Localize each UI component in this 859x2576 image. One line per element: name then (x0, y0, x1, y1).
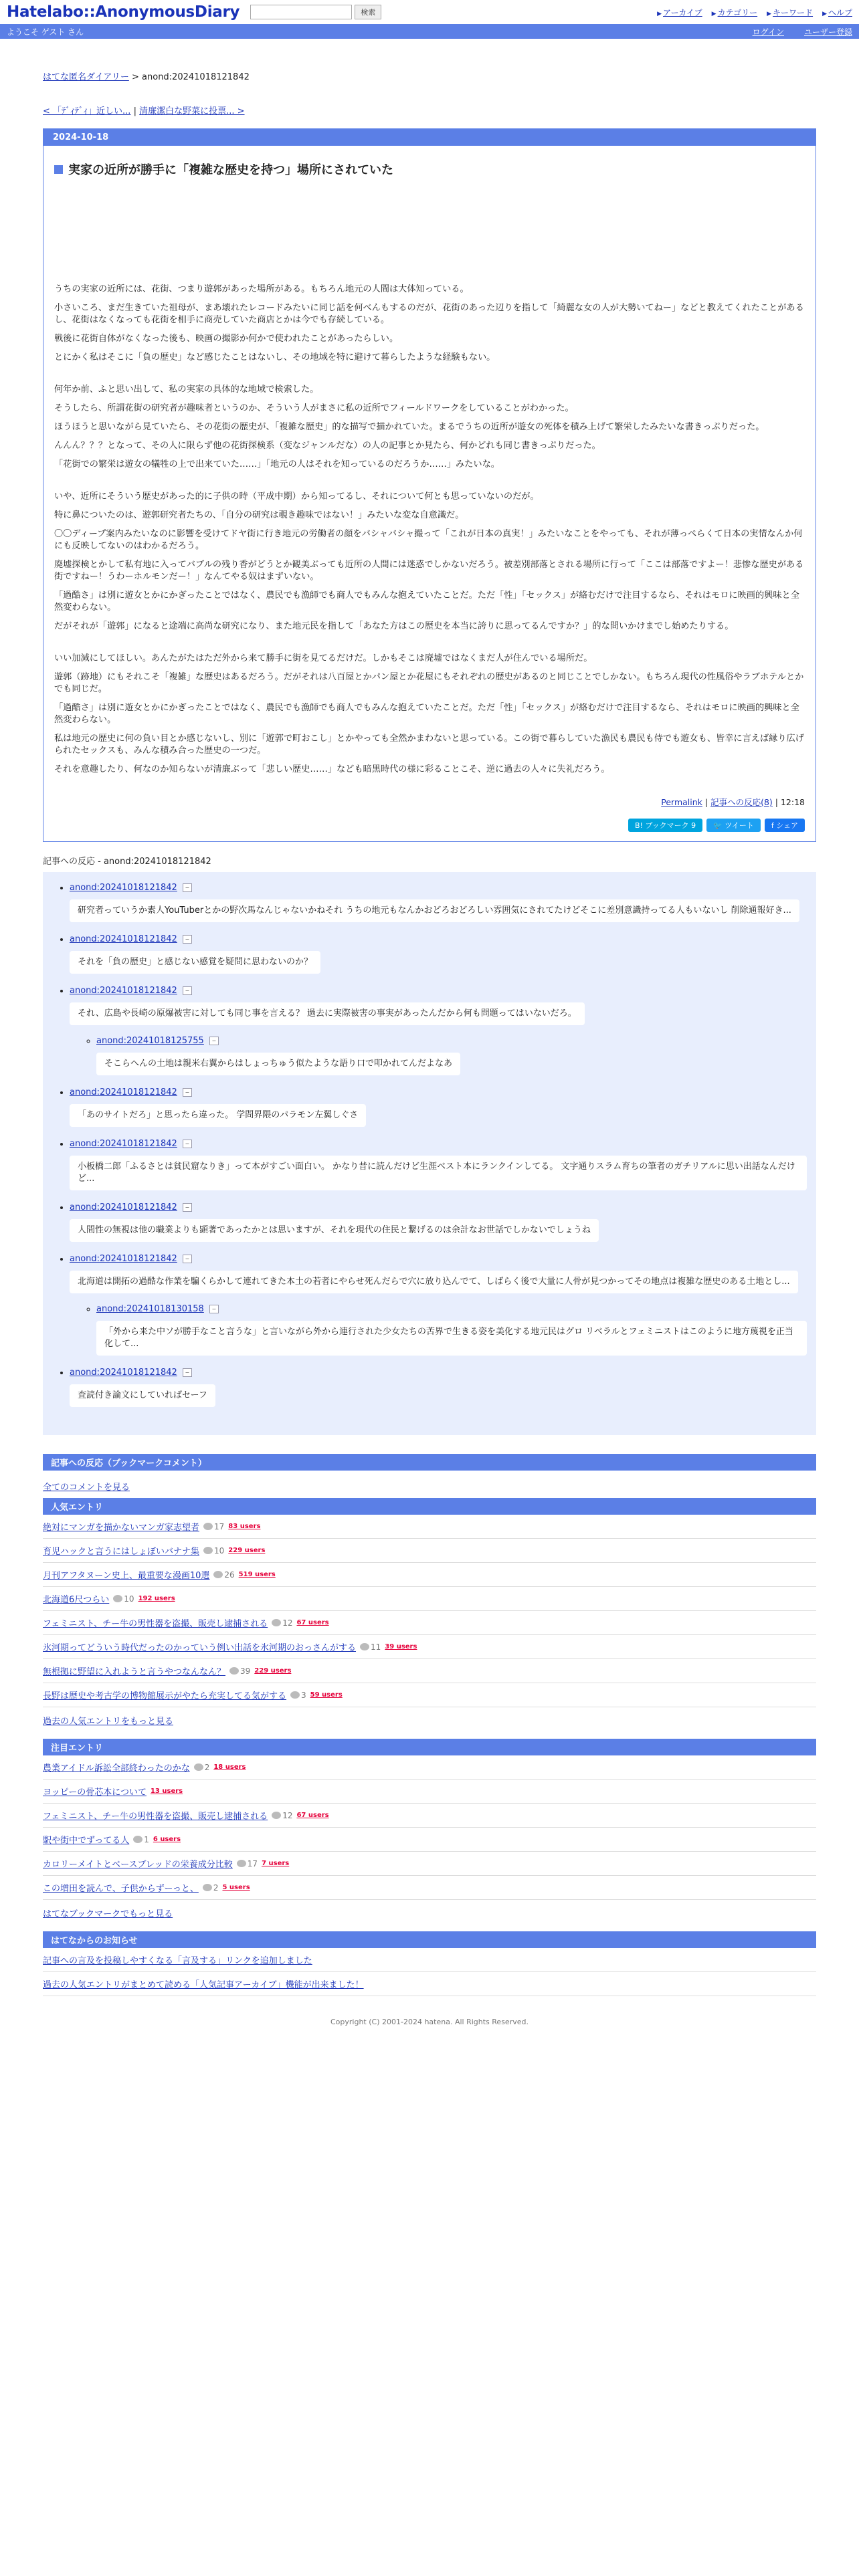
bookmark-users-badge[interactable]: 229 users (228, 1547, 266, 1554)
entry-row (43, 1683, 816, 1707)
register-link[interactable]: ユーザー登録 (803, 27, 852, 37)
reaction-link[interactable]: ◦ anond:20241018125755 (96, 1036, 204, 1046)
entry-row (43, 1828, 816, 1852)
article-paragraph: とにかく私はそこに「負の歴史」など感じたことはないし、その地域を特に避けて暮らしたような経験もない。 (54, 352, 496, 362)
speech-bubble-icon (203, 1547, 213, 1554)
reaction-excerpt: 人間性の無視は他の職業よりも顕著であったかとは思いますが、それを現代の住民と繋げるのは余計なお世話でしかないでしょうね (70, 1219, 599, 1242)
article-body (54, 284, 805, 776)
comment-count[interactable] (213, 1570, 234, 1580)
reaction-children (70, 1036, 807, 1075)
speech-bubble-icon (290, 1691, 300, 1699)
paragraph-spacer (54, 639, 805, 653)
bookmark-users-badge[interactable]: 7 users (262, 1860, 290, 1867)
entry-link[interactable]: この増田を読んで、子供からずーっと、 (43, 1884, 199, 1894)
entry-row (43, 1563, 816, 1587)
bookmark-users-badge[interactable]: 83 users (228, 1523, 261, 1530)
reaction-link[interactable]: • anond:20241018121842 (70, 934, 177, 944)
bookmark-users-badge[interactable]: 519 users (238, 1571, 276, 1578)
bookmark-users-badge[interactable]: 67 users (296, 1812, 329, 1819)
welcome-text: ようこそ ゲスト さん (7, 27, 84, 37)
article-paragraph: 「過酷さ」は別に遊女とかにかぎったことではなく、農民でも漁師でも商人でもみんな抱えていたことだ。ただ「性」「セックス」が絡むだけで注目するなら、それはモロに映画的興味と全然変わらない。 (54, 591, 799, 613)
reaction-item (70, 883, 807, 922)
entry-row (43, 1755, 816, 1780)
collapse-toggle-icon[interactable]: − (183, 1140, 192, 1148)
comment-count[interactable] (203, 1522, 224, 1531)
comment-count[interactable] (272, 1618, 292, 1628)
reaction-header (70, 1202, 807, 1212)
entry-link[interactable]: 育児ハックと言うにはしょぼいバナナ集 (43, 1547, 200, 1557)
entry-row (43, 1587, 816, 1611)
entry-link[interactable]: 月刊アフタヌーン史上、最重要な漫画10選 (43, 1571, 210, 1581)
top-links (657, 7, 852, 18)
reaction-link[interactable]: ◦ anond:20241018130158 (96, 1304, 204, 1314)
collapse-toggle-icon[interactable]: − (183, 1255, 192, 1263)
entry-row (43, 1659, 816, 1683)
entry-link[interactable]: 北海道6尺つらい (43, 1595, 110, 1605)
notice-link[interactable]: 過去の人気エントリがまとめて読める「人気記事アーカイブ」機能が出来ました！ (43, 1980, 364, 1990)
entry-link[interactable]: フェミニスト、チー牛の男性器を盗撮、販売し逮捕される (43, 1812, 268, 1822)
comment-count-value: 3 (301, 1690, 306, 1700)
site-logo[interactable]: Hatelabo::AnonymousDiary (7, 3, 240, 21)
comment-count-value: 11 (371, 1642, 381, 1652)
entry-row (43, 1539, 816, 1563)
notice-row (43, 1948, 816, 1972)
paragraph-spacer (54, 477, 805, 491)
reaction-excerpt: 「あのサイトだろ」と思ったら違った。 学問界隈のパラモン左翼しぐさ (70, 1104, 366, 1127)
reaction-children (70, 1304, 807, 1356)
comment-count[interactable] (360, 1642, 381, 1652)
popular-more-link[interactable]: 過去の人気エントリをもっと見る (43, 1717, 174, 1727)
speech-bubble-icon (213, 1571, 223, 1578)
entry-link[interactable]: ヨッピーの骨芯本について (43, 1788, 147, 1798)
bookmark-users-badge[interactable]: 59 users (310, 1691, 343, 1699)
speech-bubble-icon (194, 1763, 203, 1771)
collapse-toggle-icon[interactable]: − (183, 986, 192, 995)
reaction-item (70, 1202, 807, 1242)
speech-bubble-icon (133, 1836, 142, 1843)
notable-section-title: 注目エントリ (43, 1739, 816, 1755)
popular-more-row (43, 1707, 816, 1733)
reaction-header (96, 1036, 807, 1046)
collapse-toggle-icon[interactable]: − (183, 1088, 192, 1097)
reaction-header (70, 986, 807, 996)
triangle-right-icon: ▶ (822, 10, 827, 17)
entry-row (43, 1876, 816, 1900)
comment-count[interactable] (237, 1859, 258, 1868)
reaction-link[interactable]: • anond:20241018121842 (70, 883, 177, 893)
facebook-share-button[interactable] (765, 819, 805, 832)
reaction-excerpt: 小板橋二郎「ふるさとは貧民窟なりき」って本がすごい面白い。 かなり昔に読んだけど生涯ベスト本にランクインしてる。 文字通りスラム育ちの筆者のガチリアルに思い出話なんだけど... (70, 1156, 807, 1190)
entry-link[interactable]: 長野は歴史や考古学の博物館展示がやたら充実してる気がする (43, 1691, 287, 1701)
article-paragraph: 遊郭（跡地）にもそれこそ「複雑」な歴史はあるだろう。だがそれは八百屋とかパン屋とか花屋にもそれぞれの歴史があるのと同じことでしかない。もちろん現代の性風俗やラブホテルとかでも同じだ。 (54, 672, 804, 694)
article-paragraph: ほうほうと思いながら見ていたら、その花街の歴史が、「複雑な歴史」的な描写で描かれていた。まるでうちの近所が遊女の死体を積み上げて繁栄したみたいな書きっぷりだった。 (54, 422, 765, 432)
hatena-bookmark-button[interactable]: B! ブックマーク 9 (628, 819, 702, 832)
article-paragraph: 特に鼻についたのは、遊郭研究者たちの、「自分の研究は覗き趣味ではない！」みたいな変な自意識だ。 (54, 510, 464, 520)
speech-bubble-icon (360, 1643, 369, 1650)
entry-link[interactable]: 絶対にマンガを描かないマンガ家志望者 (43, 1523, 200, 1533)
triangle-right-icon: ▶ (767, 10, 772, 17)
speech-bubble-icon (272, 1619, 281, 1626)
reaction-excerpt: 北海道は開拓の過酷な作業を騙くらかして連れてきた本土の若者にやらせ死んだらで穴に放り込んでて、しばらく後で大量に人骨が見つかってその地点は複雑な歴史のある土地とし... (70, 1271, 798, 1293)
share-label: シェア (776, 821, 798, 830)
reactions-title: 記事への反応 - anond:20241018121842 (43, 857, 211, 867)
entry-row (43, 1780, 816, 1804)
notice-section-title: はてなからのお知らせ (43, 1931, 816, 1948)
reaction-link[interactable]: • anond:20241018121842 (70, 1202, 177, 1212)
prev-next-nav (43, 104, 816, 116)
article-paragraph: 〇〇ディープ案内みたいなのに影響を受けてドヤ街に行き地元の労働者の顔をバシャバシャ撮って「これが日本の真実！」みたいなことをやっても、それが薄っぺらくて日本の実情なんか何にも反映してないのはわかるだろう。 (54, 529, 803, 551)
triangle-right-icon: ▶ (711, 10, 717, 17)
prev-next-separator: | (133, 106, 136, 116)
comment-count-value: 39 (240, 1666, 251, 1676)
permalink-link[interactable]: Permalink (661, 797, 702, 807)
comment-count[interactable] (272, 1811, 292, 1820)
reaction-item (70, 934, 807, 974)
comment-count-value: 10 (214, 1545, 225, 1555)
article-paragraph: いや、近所にそういう歴史があった的に子供の時（平成中期）から知ってるし、それについて何とも思っていないのだが。 (54, 492, 539, 502)
reaction-item (70, 1087, 807, 1127)
breadcrumb-home[interactable]: はてな匿名ダイアリー (43, 72, 129, 82)
facebook-icon: f (771, 821, 777, 830)
category-link[interactable]: カテゴリー (717, 7, 758, 17)
bookmark-users-badge[interactable]: 13 users (150, 1788, 183, 1795)
login-link[interactable]: ログイン (752, 27, 784, 37)
comment-count-value: 26 (224, 1570, 235, 1580)
bookmark-users-badge[interactable]: 18 users (213, 1763, 246, 1771)
share-buttons (43, 819, 805, 832)
comment-count[interactable] (203, 1546, 224, 1555)
reaction-item (96, 1036, 807, 1075)
main-content (43, 70, 816, 2026)
collapse-toggle-icon[interactable]: − (183, 1203, 192, 1212)
entry-link[interactable]: フェミニスト、チー牛の男性器を盗撮、販売し逮捕される (43, 1619, 268, 1629)
tweet-label: ツイート (725, 821, 754, 830)
bookmark-section-title: 記事への反応（ブックマークコメント） (43, 1454, 816, 1471)
user-bar (0, 24, 859, 39)
notice-link[interactable]: 記事への言及を投稿しやすくなる「言及する」リンクを追加しました (43, 1956, 312, 1966)
search-input[interactable] (250, 5, 352, 19)
article-paragraph: うちの実家の近所には、花街、つまり遊郭があった場所がある。もちろん地元の人間は大体知っている。 (54, 284, 469, 294)
triangle-right-icon: ▶ (657, 10, 662, 17)
entry-link[interactable]: カロリーメイトとベースブレッドの栄養成分比較 (43, 1860, 233, 1870)
bookmark-users-badge[interactable]: 39 users (385, 1643, 417, 1650)
reaction-header (70, 934, 807, 944)
entry-row (43, 1611, 816, 1635)
entry-link[interactable]: 氷河期ってどういう時代だったのかっていう例い出話を氷河期のおっさんがする (43, 1643, 357, 1653)
breadcrumb-current: anond:20241018121842 (142, 72, 250, 82)
comment-count-value: 2 (213, 1883, 219, 1893)
post-time: 12:18 (780, 797, 805, 807)
speech-bubble-icon (229, 1667, 239, 1675)
paragraph-spacer (54, 370, 805, 384)
reaction-item (70, 1254, 807, 1356)
article-paragraph: そうしたら、所謂花街の研究者が趣味者というのか、そういう人がまさに私の近所でフィールドワークをしていることがわかった。 (54, 403, 574, 413)
reaction-excerpt: それ、広島や長崎の原爆被害に対しても同じ事を言える？ 過去に実際被害の事実があったんだから何も問題ってはいないだろ。 (70, 1002, 585, 1025)
bookmark-users-badge[interactable]: 192 users (138, 1595, 175, 1602)
speech-bubble-icon (237, 1860, 246, 1867)
top-bar (0, 0, 859, 24)
entry-row (43, 1852, 816, 1876)
reaction-excerpt: 「外から来た中ソが勝手なこと言うな」と言いながら外から連行された少女たちの苦界で生きる姿を美化する地元民はグロ リベラルとフェミニストはこのように地方蔑視を正当化して... (96, 1321, 807, 1356)
article-paragraph: 私は地元の歴史に何の負い目とか感じないし、別に「遊郭で町おこし」とかやっても全然かまわないと思っている。この街で暮らしていた漁民も農民も侍でも遊女も、皆幸に言えば縁り広げられたセックスも、みんな積み合った歴史の一つだ。 (54, 734, 804, 756)
comment-count-value: 2 (204, 1762, 210, 1772)
breadcrumb-separator: > (131, 72, 139, 82)
popular-section-title: 人気エントリ (43, 1498, 816, 1515)
article-footer: Permalink | 記事への反応(8) | 12:18 (661, 797, 805, 807)
speech-bubble-icon (203, 1523, 213, 1530)
comment-count-value: 17 (214, 1521, 225, 1531)
reaction-header (96, 1304, 807, 1314)
entry-row (43, 1804, 816, 1828)
reaction-link[interactable]: • anond:20241018121842 (70, 986, 177, 996)
reaction-link[interactable]: • anond:20241018121842 (70, 1254, 177, 1264)
notice-list (43, 1948, 816, 1996)
tweet-button[interactable] (706, 819, 761, 832)
comment-count[interactable] (133, 1835, 149, 1844)
article-paragraph: だがそれが「遊郭」になると途端に高尚な研究になり、また地元民を指して「あなた方はこの歴史を本当に誇りに思ってるんですか？」的な問いかけまでし始めたりする。 (54, 621, 734, 631)
article-paragraph: 「過酷さ」は別に遊女とかにかぎったことではなく、農民でも漁師でも商人でもみんな抱えていたことだ。ただ「性」「セックス」が絡むだけで注目するなら、それはモロに映画的興味と全然変わらない。 (54, 703, 799, 725)
bookmark-users-badge[interactable]: 67 users (296, 1619, 329, 1626)
all-comments-link[interactable]: 全てのコメントを見る (43, 1483, 130, 1493)
reaction-list (43, 883, 807, 1407)
collapse-toggle-icon[interactable]: − (209, 1305, 219, 1313)
comment-count-value: 12 (282, 1618, 293, 1628)
reaction-item (70, 1139, 807, 1190)
search-button[interactable]: 検索 (355, 5, 381, 19)
collapse-toggle-icon[interactable]: − (183, 1368, 192, 1377)
popular-entry-list (43, 1515, 816, 1707)
article-paragraph: それを意趣したり、何なのか知らないが清廉ぶって「悲しい歴史……」なども暗黒時代の様に彩ることこそ、逆に過去の人々に失礼だろう。 (54, 764, 610, 774)
article-paragraph: 廃墟探検とかして私有地に入ってバブルの残り香がどうとか観美ぶっても近所の人間には迷惑でしかないだろう。被差別部落とされる場所に行って「ここは部落ですよー！悲惨な歴史がある街ですねー！うわーホルモンだー！」なんてやる奴はまずいない。 (54, 560, 804, 582)
twitter-bird-icon: 🐦 (713, 821, 725, 830)
notable-more-link[interactable]: はてなブックマークでもっと見る (43, 1909, 173, 1919)
comment-count[interactable] (203, 1883, 219, 1893)
comment-count-value: 1 (144, 1834, 149, 1844)
bookmark-users-badge[interactable]: 229 users (254, 1667, 292, 1675)
article-paragraph: 小さいころ、まだ生きていた祖母が、まあ壊れたレコードみたいに同じ話を何べんもするのだが、花街のあった辺りを指して「綺麗な女の人が大勢いてねー」などと教えてくれたことがあるし、花街はなくなっても花街を相手に商売していた商店とかは今でも存続している。 (54, 303, 804, 325)
comment-count[interactable] (229, 1667, 250, 1676)
entry-row (43, 1635, 816, 1659)
speech-bubble-icon (113, 1595, 122, 1602)
article-paragraph: いい加減にしてほしい。あんたがたはただ外から来て勝手に街を見てるだけだ。しかもそこは廃墟ではなくまだ人が住んでいる場所だ。 (54, 653, 593, 663)
all-comments-row (43, 1480, 816, 1493)
speech-bubble-icon (203, 1884, 212, 1891)
entry-row (43, 1515, 816, 1539)
entry-link[interactable]: 農業アイドル訴訟全部終わったのかな (43, 1763, 190, 1774)
bookmark-users-badge[interactable]: 5 users (222, 1884, 250, 1891)
reaction-header (70, 883, 807, 893)
reaction-header (70, 1087, 807, 1097)
prev-entry-link[interactable]: < 「ﾃﾞｨﾃﾞｨ」近しい... (43, 106, 131, 116)
collapse-toggle-icon[interactable]: − (183, 883, 192, 892)
reaction-link[interactable]: • anond:20241018121842 (70, 1368, 177, 1378)
collapse-toggle-icon[interactable]: − (209, 1037, 219, 1045)
reaction-item (70, 986, 807, 1075)
reaction-link[interactable]: • anond:20241018121842 (70, 1139, 177, 1149)
article (43, 128, 816, 842)
reaction-excerpt: 研究者っていうか素人YouTuberとかの野次馬なんじゃないかねそれ うちの地元もなんかおどろおどろしい雰囲気にされてたけどそこに差別意識持ってる人もいないし 削除通報好き... (70, 899, 799, 922)
reaction-link[interactable]: • anond:20241018121842 (70, 1087, 177, 1097)
reaction-header (70, 1254, 807, 1264)
notable-more-row (43, 1900, 816, 1926)
notable-entry-list (43, 1755, 816, 1900)
article-date: 2024-10-18 (43, 129, 816, 146)
title-square-icon (54, 165, 63, 174)
article-paragraph: んんん？？？となって、その人に限らず他の花街探検系（変なジャンルだな）の人の記事とか見たら、何かどれも同じ書きっぷりだった。 (54, 441, 601, 451)
notice-row (43, 1972, 816, 1996)
speech-bubble-icon (272, 1812, 281, 1819)
article-title-text: 実家の近所が勝手に「複雑な歴史を持つ」場所にされていた (68, 163, 393, 177)
help-link[interactable]: ヘルプ (828, 7, 852, 17)
comment-count[interactable] (194, 1763, 210, 1772)
copyright: Copyright (C) 2001-2024 hatena. All Rights Reserved. (330, 2018, 529, 2026)
article-title (54, 160, 816, 178)
article-paragraph: 何年か前、ふと思い出して、私の実家の具体的な地域で検索した。 (54, 385, 319, 395)
reaction-header (70, 1139, 807, 1149)
reaction-header (70, 1368, 807, 1378)
archive-link[interactable]: アーカイブ (662, 7, 702, 17)
article-paragraph: 「花街での繁栄は遊女の犠牲の上で出来ていた……」「地元の人はそれを知っているのだろうか……」みたいな。 (54, 459, 500, 469)
reactions-tree (43, 872, 816, 1435)
keyword-link[interactable]: キーワード (773, 7, 814, 17)
reaction-excerpt: 査読付き論文にしていればセーフ (70, 1384, 215, 1407)
breadcrumb (43, 70, 816, 82)
article-paragraph: 戦後に花街自体がなくなった後も、映画の撮影か何かで使われたことがあったらしい。 (54, 334, 399, 344)
reaction-item (70, 1368, 807, 1407)
comment-count[interactable] (290, 1691, 306, 1700)
comment-count[interactable] (113, 1594, 134, 1604)
entry-link[interactable]: 駅や街中でずってる人 (43, 1836, 130, 1846)
comment-count-value: 10 (124, 1594, 134, 1604)
comment-count-value: 17 (247, 1858, 258, 1868)
reaction-excerpt: そこらへんの土地は親米右翼からはしょっちゅう似たような語り口で叩かれてんだよなあ (96, 1053, 460, 1075)
reactions-link[interactable]: 記事への反応(8) (710, 797, 773, 807)
comment-count-value: 12 (282, 1810, 293, 1820)
next-entry-link[interactable]: 清廉潔白な野菜に投票... > (139, 106, 245, 116)
collapse-toggle-icon[interactable]: − (183, 935, 192, 944)
entry-link[interactable]: 無根拠に野望に入れようと言うやつなんなん？ (43, 1667, 226, 1677)
reaction-excerpt: それを「負の歴史」と感じない感覚を疑問に思わないのか？ (70, 951, 320, 974)
bookmark-users-badge[interactable]: 6 users (153, 1836, 181, 1843)
reaction-item (96, 1304, 807, 1356)
